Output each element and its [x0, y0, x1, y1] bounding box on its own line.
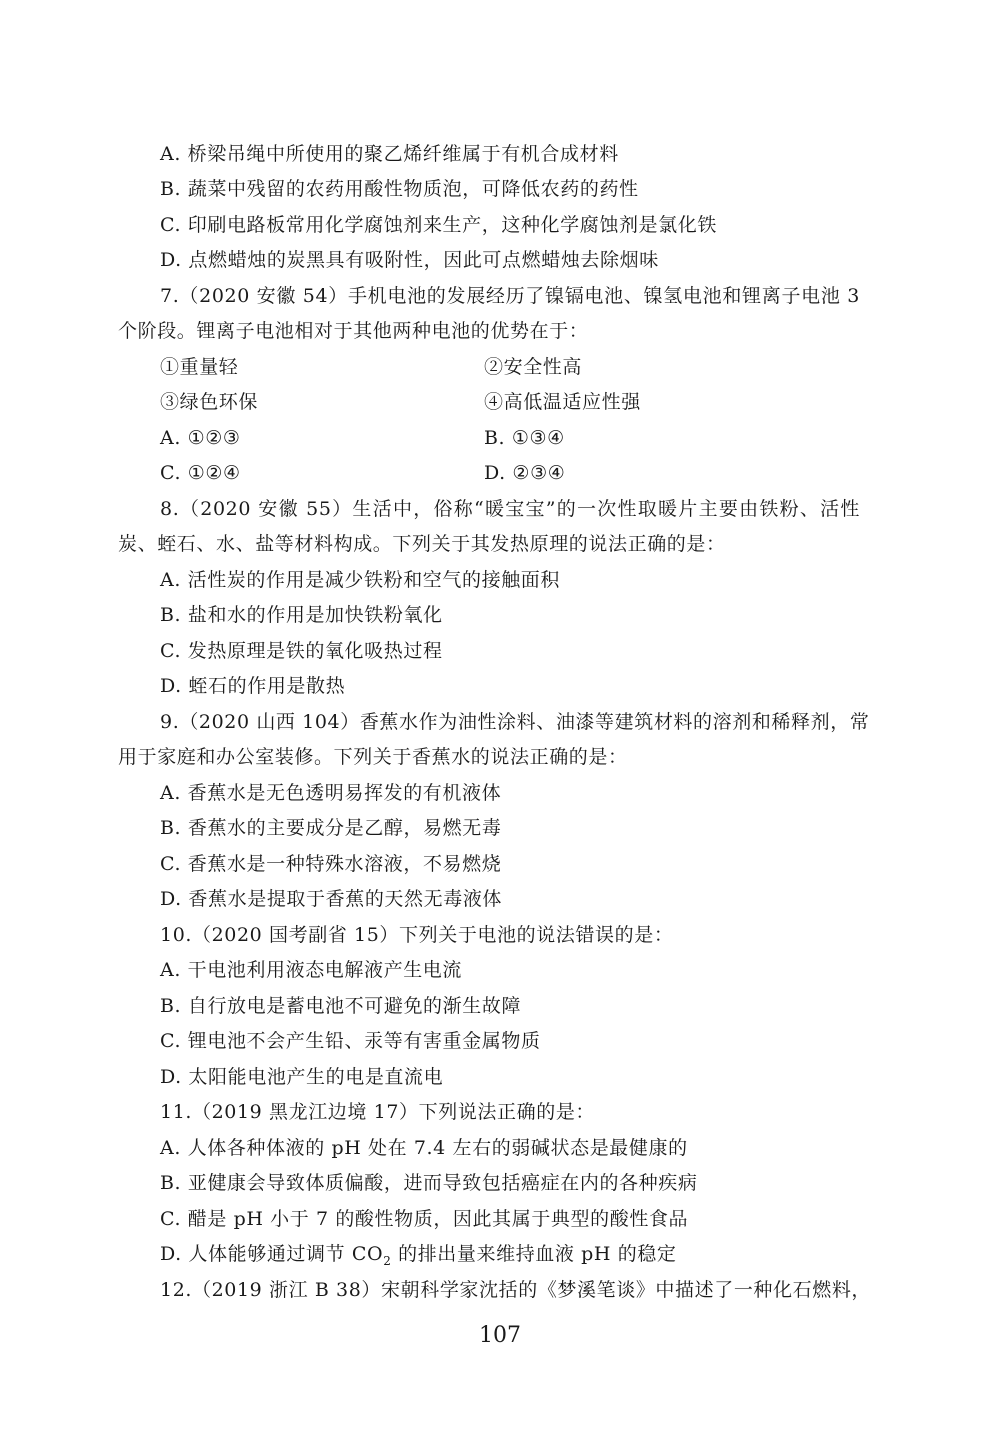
- page-number: 107: [479, 1323, 521, 1348]
- q11-option-d-suffix: 的排出量来维持血液 pH 的稳定: [391, 1243, 677, 1265]
- q9-option-b: B. 香蕉水的主要成分是乙醇，易燃无毒: [160, 817, 502, 839]
- q7-option-b: B. ①③④: [484, 427, 565, 449]
- q11-stem: 11.（2019 黑龙江边境 17）下列说法正确的是：: [160, 1101, 596, 1123]
- q11-option-d-prefix: D. 人体能够通过调节 CO: [160, 1243, 384, 1265]
- q10-option-b: B. 自行放电是蓄电池不可避免的渐生故障: [160, 995, 522, 1017]
- q6-option-a: A. 桥梁吊绳中所使用的聚乙烯纤维属于有机合成材料: [160, 143, 619, 165]
- q7-item-2: ②安全性高: [484, 356, 583, 378]
- q8-stem-line1: 8.（2020 安徽 55）生活中，俗称“暖宝宝”的一次性取暖片主要由铁粉、活性: [160, 498, 860, 520]
- q11-option-c: C. 醋是 pH 小于 7 的酸性物质，因此其属于典型的酸性食品: [160, 1208, 689, 1230]
- q7-option-c: C. ①②④: [160, 462, 241, 484]
- q9-option-d: D. 香蕉水是提取于香蕉的天然无毒液体: [160, 888, 503, 910]
- q8-stem-line2: 炭、蛭石、水、盐等材料构成。下列关于其发热原理的说法正确的是：: [118, 533, 726, 555]
- q8-option-a: A. 活性炭的作用是减少铁粉和空气的接触面积: [160, 569, 561, 591]
- q7-option-d: D. ②③④: [484, 462, 566, 484]
- q9-option-c: C. 香蕉水是一种特殊水溶液，不易燃烧: [160, 853, 502, 875]
- q11-option-d: [160, 1240, 677, 1275]
- q11-option-d-subscript: 2: [383, 1253, 392, 1268]
- q12-stem-line1: 12.（2019 浙江 B 38）宋朝科学家沈括的《梦溪笔谈》中描述了一种化石燃料，: [160, 1279, 872, 1301]
- q10-option-d: D. 太阳能电池产生的电是直流电: [160, 1066, 444, 1088]
- q6-option-b: B. 蔬菜中残留的农药用酸性物质泡，可降低农药的药性: [160, 178, 639, 200]
- q7-option-a: A. ①②③: [160, 427, 241, 449]
- q7-item-1: ①重量轻: [160, 356, 239, 378]
- q11-option-b: B. 亚健康会导致体质偏酸，进而导致包括癌症在内的各种疾病: [160, 1172, 698, 1194]
- q8-option-c: C. 发热原理是铁的氧化吸热过程: [160, 640, 443, 662]
- q7-stem-line2: 个阶段。锂离子电池相对于其他两种电池的优势在于：: [118, 320, 589, 342]
- q10-option-a: A. 干电池利用液态电解液产生电流: [160, 959, 463, 981]
- q9-stem-line2: 用于家庭和办公室装修。下列关于香蕉水的说法正确的是：: [118, 746, 628, 768]
- q9-stem-line1: 9.（2020 山西 104）香蕉水作为油性涂料、油漆等建筑材料的溶剂和稀释剂，常: [160, 711, 870, 733]
- q7-item-3: ③绿色环保: [160, 391, 259, 413]
- q10-option-c: C. 锂电池不会产生铅、汞等有害重金属物质: [160, 1030, 541, 1052]
- q6-option-c: C. 印刷电路板常用化学腐蚀剂来生产，这种化学腐蚀剂是氯化铁: [160, 214, 717, 236]
- q6-option-d: D. 点燃蜡烛的炭黑具有吸附性，因此可点燃蜡烛去除烟味: [160, 249, 659, 271]
- q8-option-d: D. 蛭石的作用是散热: [160, 675, 346, 697]
- q9-option-a: A. 香蕉水是无色透明易挥发的有机液体: [160, 782, 502, 804]
- q8-option-b: B. 盐和水的作用是加快铁粉氧化: [160, 604, 443, 626]
- q7-item-4: ④高低温适应性强: [484, 391, 641, 413]
- q10-stem: 10.（2020 国考副省 15）下列关于电池的说法错误的是：: [160, 924, 674, 946]
- q11-option-a: A. 人体各种体液的 pH 处在 7.4 左右的弱碱状态是最健康的: [160, 1137, 688, 1159]
- q7-stem-line1: 7.（2020 安徽 54）手机电池的发展经历了镍镉电池、镍氢电池和锂离子电池 3: [160, 285, 860, 307]
